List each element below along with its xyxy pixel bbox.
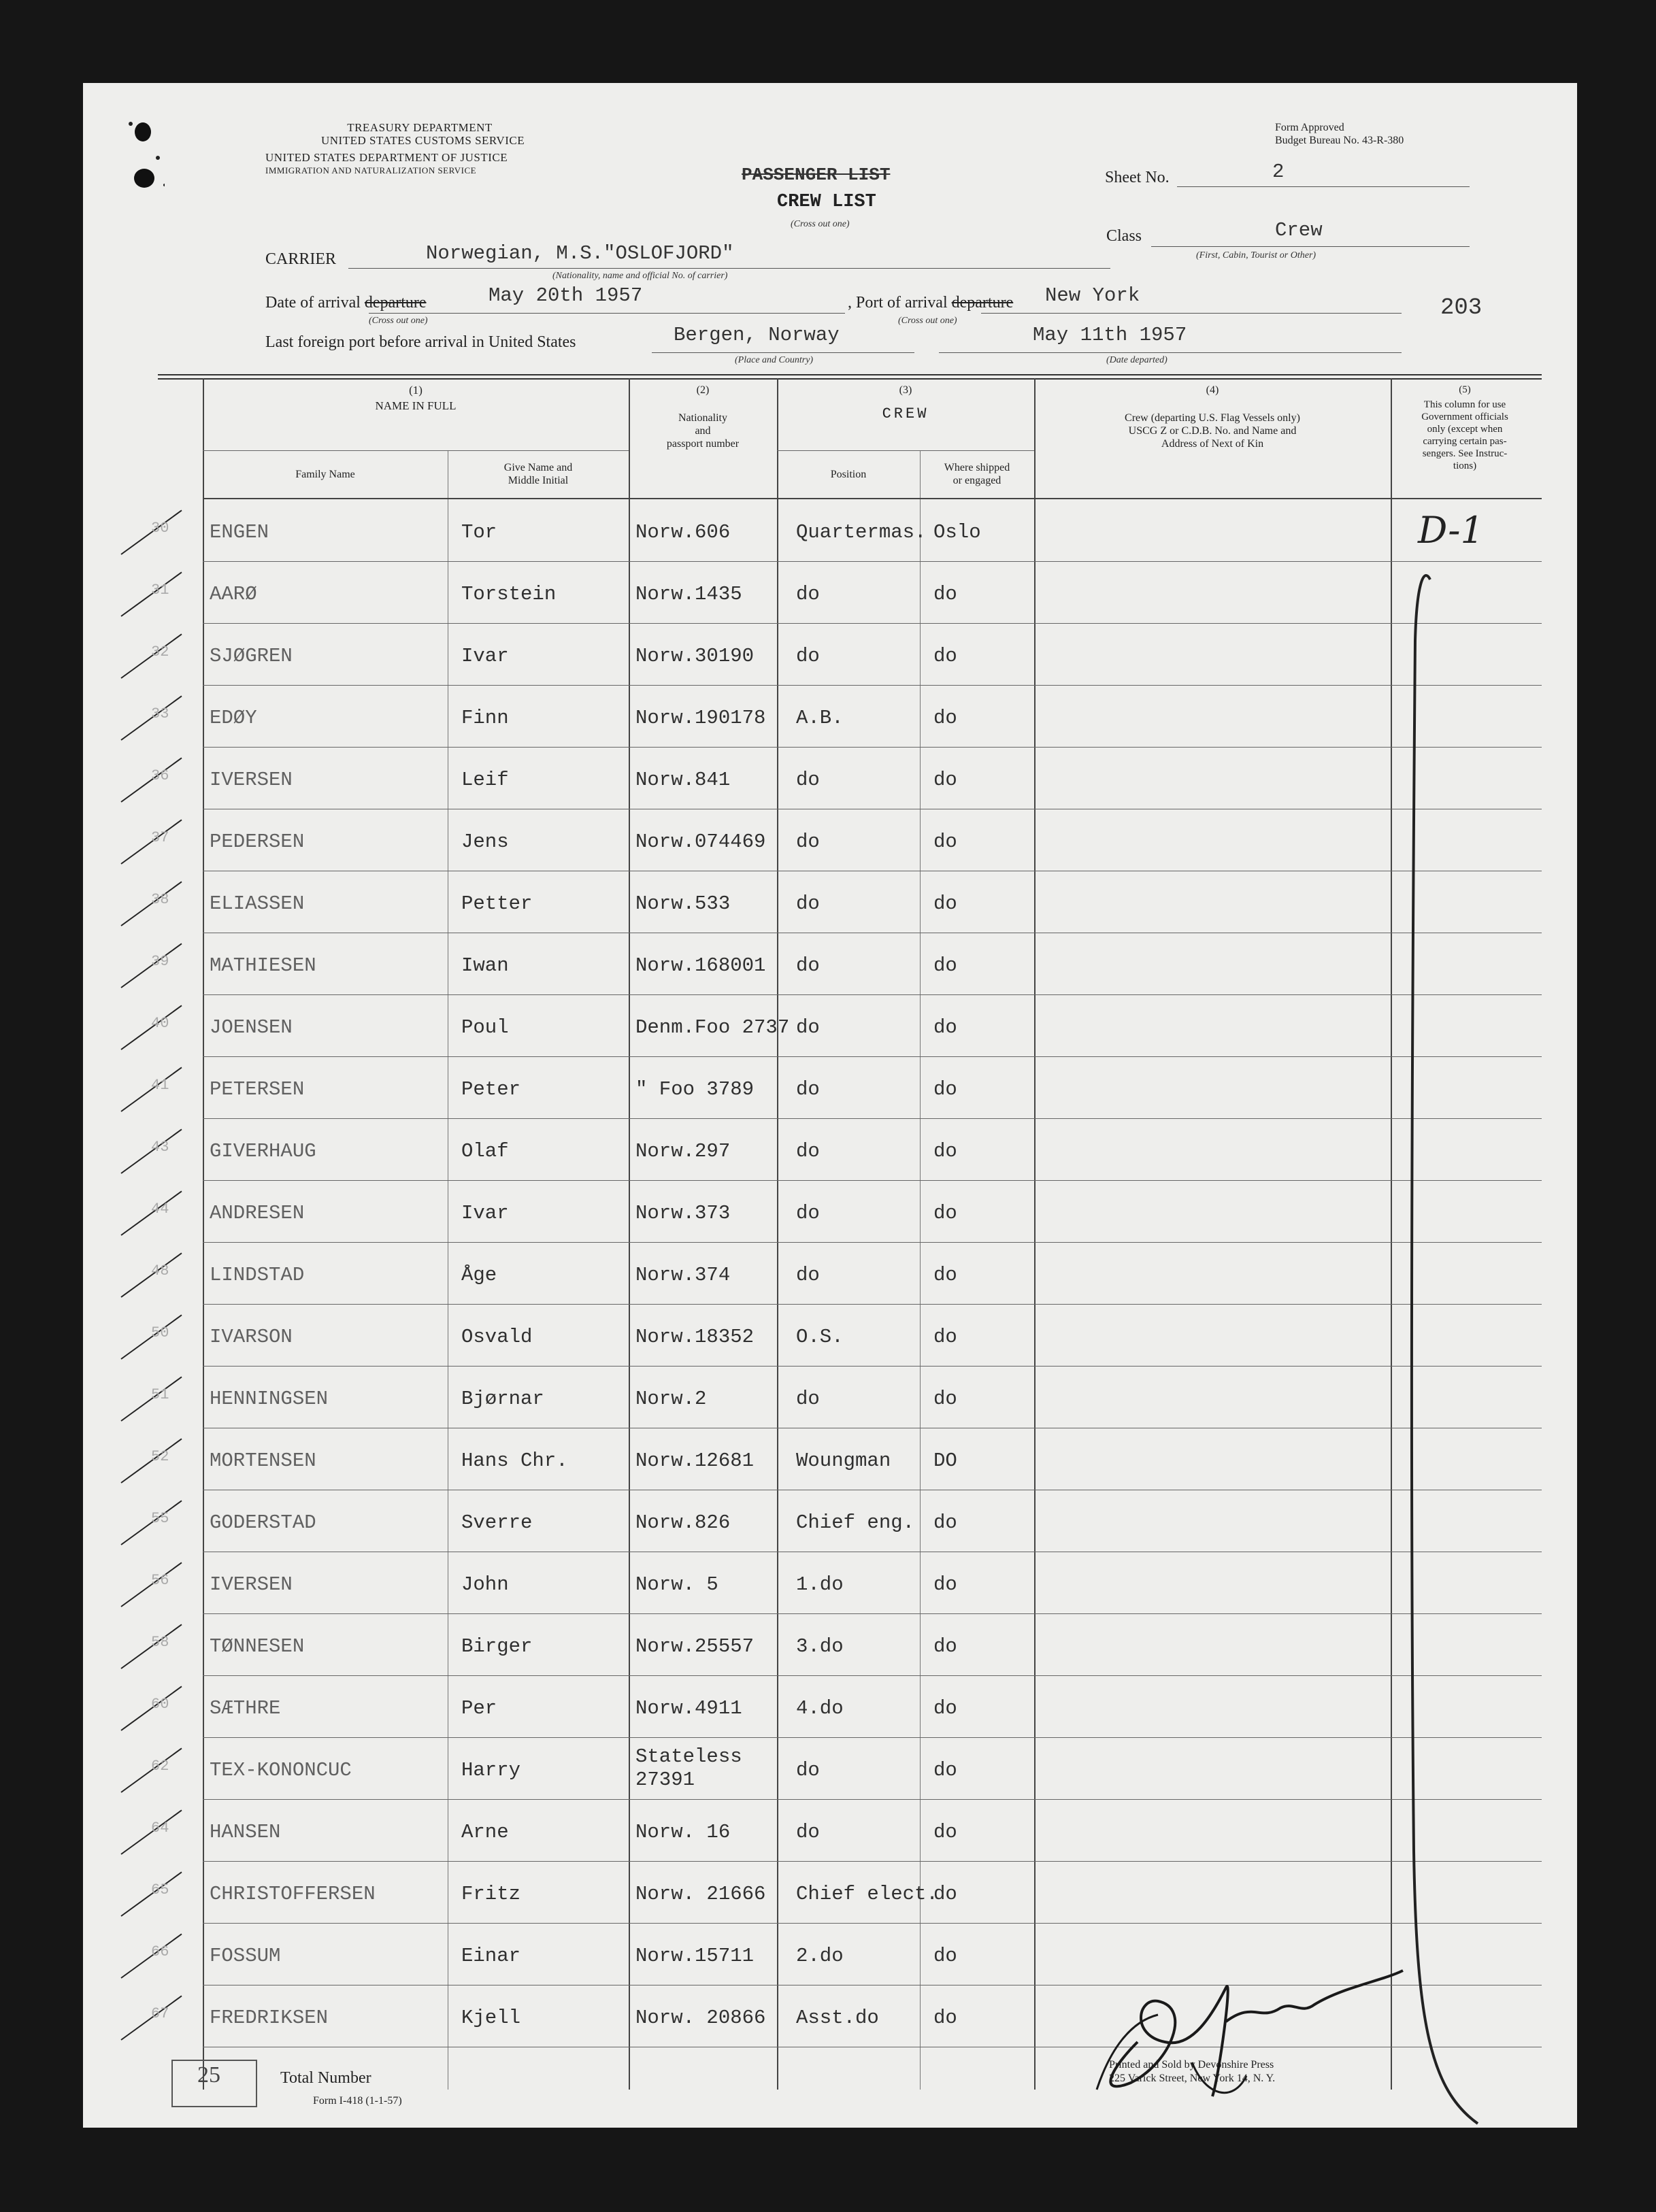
given-name: Ivar <box>461 645 509 667</box>
position: Chief eng. <box>796 1511 915 1534</box>
col1-title: NAME IN FULL <box>375 399 457 412</box>
last-port-value: Bergen, Norway <box>674 324 840 346</box>
given-name: Per <box>461 1697 497 1720</box>
table-row-rule <box>203 1613 1542 1614</box>
printer-address: 225 Varick Street, New York 14, N. Y. <box>1109 2073 1276 2084</box>
position: Chief elect. <box>796 1883 938 1905</box>
given-name: Einar <box>461 1945 521 1967</box>
passport: " Foo 3789 <box>635 1078 755 1101</box>
page-number: 203 <box>1440 295 1483 321</box>
given-name: Ivar <box>461 1202 509 1224</box>
row-number: 44 <box>151 1201 169 1218</box>
given-name: Iwan <box>461 954 509 977</box>
family-name: IVARSON <box>210 1326 293 1348</box>
passenger-list-struck: PASSENGER LIST <box>742 165 891 185</box>
row-number: 66 <box>151 1943 169 1960</box>
row-number: 37 <box>151 829 169 846</box>
passport: Norw.074469 <box>635 831 766 853</box>
row-number: 30 <box>151 520 169 537</box>
passport: Norw.374 <box>635 1264 731 1286</box>
printed-by: Printed and Sold by Devonshire Press <box>1109 2059 1274 2071</box>
row-number: 62 <box>151 1758 169 1775</box>
budget-bureau: Budget Bureau No. 43-R-380 <box>1275 135 1404 146</box>
family-name: CHRISTOFFERSEN <box>210 1883 376 1905</box>
given-name: Bjørnar <box>461 1388 544 1410</box>
family-name: IVERSEN <box>210 769 293 791</box>
given-name: Tor <box>461 521 497 543</box>
where-engaged: do <box>933 1945 957 1967</box>
family-name: PEDERSEN <box>210 831 305 853</box>
passport: Norw.841 <box>635 769 731 791</box>
where-engaged: do <box>933 954 957 977</box>
position: Quartermas. <box>796 521 927 543</box>
last-port-label: Last foreign port before arrival in United States <box>265 333 576 351</box>
table-row-rule <box>203 747 1542 748</box>
family-name: AARØ <box>210 583 257 605</box>
where-engaged: do <box>933 645 957 667</box>
passport: Norw.15711 <box>635 1945 755 1967</box>
row-number: 31 <box>151 582 169 599</box>
col1-given-header-2: Middle Initial <box>508 475 569 486</box>
row-number: 50 <box>151 1324 169 1341</box>
table-row-rule <box>203 1923 1542 1924</box>
table-row-rule <box>203 1056 1542 1057</box>
row-number: 52 <box>151 1448 169 1465</box>
row-number: 56 <box>151 1572 169 1589</box>
col5-number: (5) <box>1459 384 1471 395</box>
sheet-value: 2 <box>1272 161 1285 183</box>
passport: Norw.373 <box>635 1202 731 1224</box>
column5-mark: D-1 <box>1418 509 1484 552</box>
where-engaged: do <box>933 1759 957 1781</box>
customs-service: UNITED STATES CUSTOMS SERVICE <box>321 134 525 147</box>
col3-where-header-2: or engaged <box>953 475 1001 486</box>
port-struck: departure <box>951 294 1014 312</box>
family-name: EDØY <box>210 707 257 729</box>
given-name: Fritz <box>461 1883 521 1905</box>
date-value: May 20th 1957 <box>488 284 643 307</box>
total-label: Total Number <box>280 2069 371 2087</box>
family-name: MORTENSEN <box>210 1449 316 1472</box>
cross-out-note-title: (Cross out one) <box>791 219 850 229</box>
given-name: Petter <box>461 892 533 915</box>
row-number: 51 <box>151 1386 169 1403</box>
table-row-rule <box>203 1675 1542 1676</box>
col4-title-3: Address of Next of Kin <box>1161 438 1264 450</box>
position: 3.do <box>796 1635 844 1658</box>
table-row-rule <box>203 1304 1542 1305</box>
family-name: FREDRIKSEN <box>210 2007 329 2029</box>
position: A.B. <box>796 707 844 729</box>
class-label: Class <box>1106 227 1142 245</box>
family-name: IVERSEN <box>210 1573 293 1596</box>
position: do <box>796 1202 820 1224</box>
passport: Norw.190178 <box>635 707 766 729</box>
given-name: Jens <box>461 831 509 853</box>
position: Woungman <box>796 1449 891 1472</box>
position: do <box>796 1264 820 1286</box>
family-name: MATHIESEN <box>210 954 316 977</box>
where-engaged: do <box>933 1573 957 1596</box>
family-name: FOSSUM <box>210 1945 281 1967</box>
table-row-rule <box>203 561 1542 562</box>
position: Asst.do <box>796 2007 879 2029</box>
crew-list-title: CREW LIST <box>777 192 876 212</box>
family-name: ANDRESEN <box>210 1202 305 1224</box>
col4-title-2: USCG Z or C.D.B. No. and Name and <box>1128 425 1297 437</box>
family-name: HANSEN <box>210 1821 281 1843</box>
class-value: Crew <box>1275 219 1323 241</box>
row-number: 60 <box>151 1696 169 1713</box>
row-number: 39 <box>151 953 169 970</box>
given-name: Birger <box>461 1635 533 1658</box>
position: do <box>796 954 820 977</box>
row-number: 43 <box>151 1139 169 1156</box>
date-departed-note: (Date departed) <box>1106 355 1168 365</box>
col2-number: (2) <box>696 384 710 396</box>
passport: Norw.12681 <box>635 1449 755 1472</box>
col1-number: (1) <box>409 384 423 397</box>
where-engaged: do <box>933 1078 957 1101</box>
passport: Norw.18352 <box>635 1326 755 1348</box>
position: do <box>796 892 820 915</box>
port-label: , Port of arrival <box>848 294 948 312</box>
where-engaged: do <box>933 831 957 853</box>
date-departed-value: May 11th 1957 <box>1033 324 1187 346</box>
where-engaged: do <box>933 2007 957 2029</box>
where-engaged: do <box>933 1202 957 1224</box>
passport: Norw.1435 <box>635 583 742 605</box>
where-engaged: do <box>933 583 957 605</box>
given-name: Hans Chr. <box>461 1449 568 1472</box>
where-engaged: DO <box>933 1449 957 1472</box>
family-name: HENNINGSEN <box>210 1388 329 1410</box>
where-engaged: do <box>933 1140 957 1162</box>
family-name: ENGEN <box>210 521 269 543</box>
given-name: Peter <box>461 1078 521 1101</box>
given-name: Olaf <box>461 1140 509 1162</box>
table-row-rule <box>203 1180 1542 1181</box>
passport: Denm.Foo 2737 <box>635 1016 790 1039</box>
family-name: PETERSEN <box>210 1078 305 1101</box>
given-name: Harry <box>461 1759 521 1781</box>
passport: Norw.606 <box>635 521 731 543</box>
given-name: Arne <box>461 1821 509 1843</box>
given-name: Sverre <box>461 1511 533 1534</box>
given-name: Kjell <box>461 2007 521 2029</box>
passport: Norw.826 <box>635 1511 731 1534</box>
position: do <box>796 645 820 667</box>
passport: Norw. 16 <box>635 1821 731 1843</box>
row-number: 64 <box>151 1820 169 1837</box>
row-number: 48 <box>151 1262 169 1279</box>
table-row-rule <box>203 685 1542 686</box>
class-note: (First, Cabin, Tourist or Other) <box>1196 250 1316 261</box>
carrier-note: (Nationality, name and official No. of carrier) <box>552 271 728 281</box>
row-number: 40 <box>151 1015 169 1032</box>
row-number: 41 <box>151 1077 169 1094</box>
col5-title-5: sengers. See Instruc- <box>1422 448 1508 459</box>
position: 2.do <box>796 1945 844 1967</box>
where-engaged: do <box>933 1883 957 1905</box>
col2-title-1: Nationality <box>678 412 727 424</box>
where-engaged: Oslo <box>933 521 981 543</box>
where-engaged: do <box>933 1388 957 1410</box>
position: do <box>796 1140 820 1162</box>
passport: Norw.30190 <box>635 645 755 667</box>
where-engaged: do <box>933 1326 957 1348</box>
position: do <box>796 1759 820 1781</box>
carrier-value: Norwegian, M.S."OSLOFJORD" <box>426 242 734 265</box>
port-value: New York <box>1045 284 1140 307</box>
col1-given-header-1: Give Name and <box>503 462 573 473</box>
row-number: 58 <box>151 1634 169 1651</box>
passport: Stateless <box>635 1745 742 1768</box>
row-number: 55 <box>151 1510 169 1527</box>
cross-out-note-port: (Cross out one) <box>898 316 957 326</box>
position: 1.do <box>796 1573 844 1596</box>
where-engaged: do <box>933 1635 957 1658</box>
row-number: 67 <box>151 2005 169 2022</box>
family-name: GODERSTAD <box>210 1511 316 1534</box>
passport: Norw.168001 <box>635 954 766 977</box>
col2-title-3: passport number <box>666 438 740 450</box>
passport: Norw.25557 <box>635 1635 755 1658</box>
family-name: TØNNESEN <box>210 1635 305 1658</box>
total-value: 25 <box>197 2062 220 2088</box>
carrier-label: CARRIER <box>265 250 337 268</box>
table-row-rule <box>203 623 1542 624</box>
family-name: ELIASSEN <box>210 892 305 915</box>
where-engaged: do <box>933 1511 957 1534</box>
cross-out-note-date: (Cross out one) <box>369 316 428 326</box>
family-name: SÆTHRE <box>210 1697 281 1720</box>
col5-title-2: Government officials <box>1421 412 1508 422</box>
table-row-rule <box>203 1737 1542 1738</box>
family-name: LINDSTAD <box>210 1264 305 1286</box>
where-engaged: do <box>933 892 957 915</box>
row-number: 65 <box>151 1881 169 1898</box>
passport-line2: 27391 <box>635 1769 695 1791</box>
where-engaged: do <box>933 769 957 791</box>
col3-where-header-1: Where shipped <box>944 462 1010 473</box>
row-number: 36 <box>151 767 169 784</box>
passport: Norw.2 <box>635 1388 707 1410</box>
passport: Norw. 21666 <box>635 1883 766 1905</box>
date-label: Date of arrival <box>265 294 361 312</box>
given-name: Torstein <box>461 583 557 605</box>
justice-dept: UNITED STATES DEPARTMENT OF JUSTICE <box>265 151 508 164</box>
col3-position-header: Position <box>830 469 867 480</box>
ink-blot-decoration <box>124 117 151 165</box>
given-name: John <box>461 1573 509 1596</box>
table-row-rule <box>203 1366 1542 1367</box>
where-engaged: do <box>933 1264 957 1286</box>
passport: Norw.297 <box>635 1140 731 1162</box>
crew-list-sheet <box>83 83 1577 2128</box>
col4-number: (4) <box>1206 384 1219 396</box>
row-number: 32 <box>151 643 169 660</box>
given-name: Finn <box>461 707 509 729</box>
position: do <box>796 831 820 853</box>
col4-title-1: Crew (departing U.S. Flag Vessels only) <box>1125 412 1300 424</box>
col5-title-1: This column for use <box>1423 399 1506 410</box>
form-approved: Form Approved <box>1275 122 1344 133</box>
handwritten-signature <box>1056 1940 1410 2107</box>
position: 4.do <box>796 1697 844 1720</box>
col3-number: (3) <box>899 384 912 396</box>
row-number: 33 <box>151 705 169 722</box>
col1-family-header: Family Name <box>295 469 355 480</box>
where-engaged: do <box>933 707 957 729</box>
family-name: SJØGREN <box>210 645 293 667</box>
col5-title-4: carrying certain pas- <box>1423 436 1507 447</box>
immigration-service: IMMIGRATION AND NATURALIZATION SERVICE <box>265 165 477 175</box>
where-engaged: do <box>933 1821 957 1843</box>
family-name: GIVERHAUG <box>210 1140 316 1162</box>
given-name: Leif <box>461 769 509 791</box>
form-id: Form I-418 (1-1-57) <box>313 2095 402 2107</box>
col5-title-3: only (except when <box>1427 424 1503 435</box>
col2-title-2: and <box>695 425 711 437</box>
column5-handwritten-line <box>1403 559 1539 2154</box>
where-engaged: do <box>933 1697 957 1720</box>
col3-title: CREW <box>882 405 929 422</box>
given-name: Åge <box>461 1264 497 1286</box>
sheet-label: Sheet No. <box>1105 169 1170 186</box>
row-number: 38 <box>151 891 169 908</box>
given-name: Poul <box>461 1016 509 1039</box>
last-port-note: (Place and Country) <box>735 355 814 365</box>
passport: Norw.533 <box>635 892 731 915</box>
position: do <box>796 1388 820 1410</box>
position: do <box>796 769 820 791</box>
position: do <box>796 1078 820 1101</box>
passport: Norw. 20866 <box>635 2007 766 2029</box>
passport: Norw.4911 <box>635 1697 742 1720</box>
col5-title-6: tions) <box>1453 460 1477 471</box>
treasury-dept: TREASURY DEPARTMENT <box>347 121 493 134</box>
table-row-rule <box>203 1861 1542 1862</box>
where-engaged: do <box>933 1016 957 1039</box>
table-row-rule <box>203 1242 1542 1243</box>
position: do <box>796 1016 820 1039</box>
passport: Norw. 5 <box>635 1573 718 1596</box>
position: do <box>796 583 820 605</box>
date-struck: departure <box>364 294 427 312</box>
position: O.S. <box>796 1326 844 1348</box>
family-name: TEX-KONONCUC <box>210 1759 352 1781</box>
table-row-rule <box>203 994 1542 995</box>
family-name: JOENSEN <box>210 1016 293 1039</box>
table-row-rule <box>203 1118 1542 1119</box>
table-row-rule <box>203 1799 1542 1800</box>
given-name: Osvald <box>461 1326 533 1348</box>
position: do <box>796 1821 820 1843</box>
